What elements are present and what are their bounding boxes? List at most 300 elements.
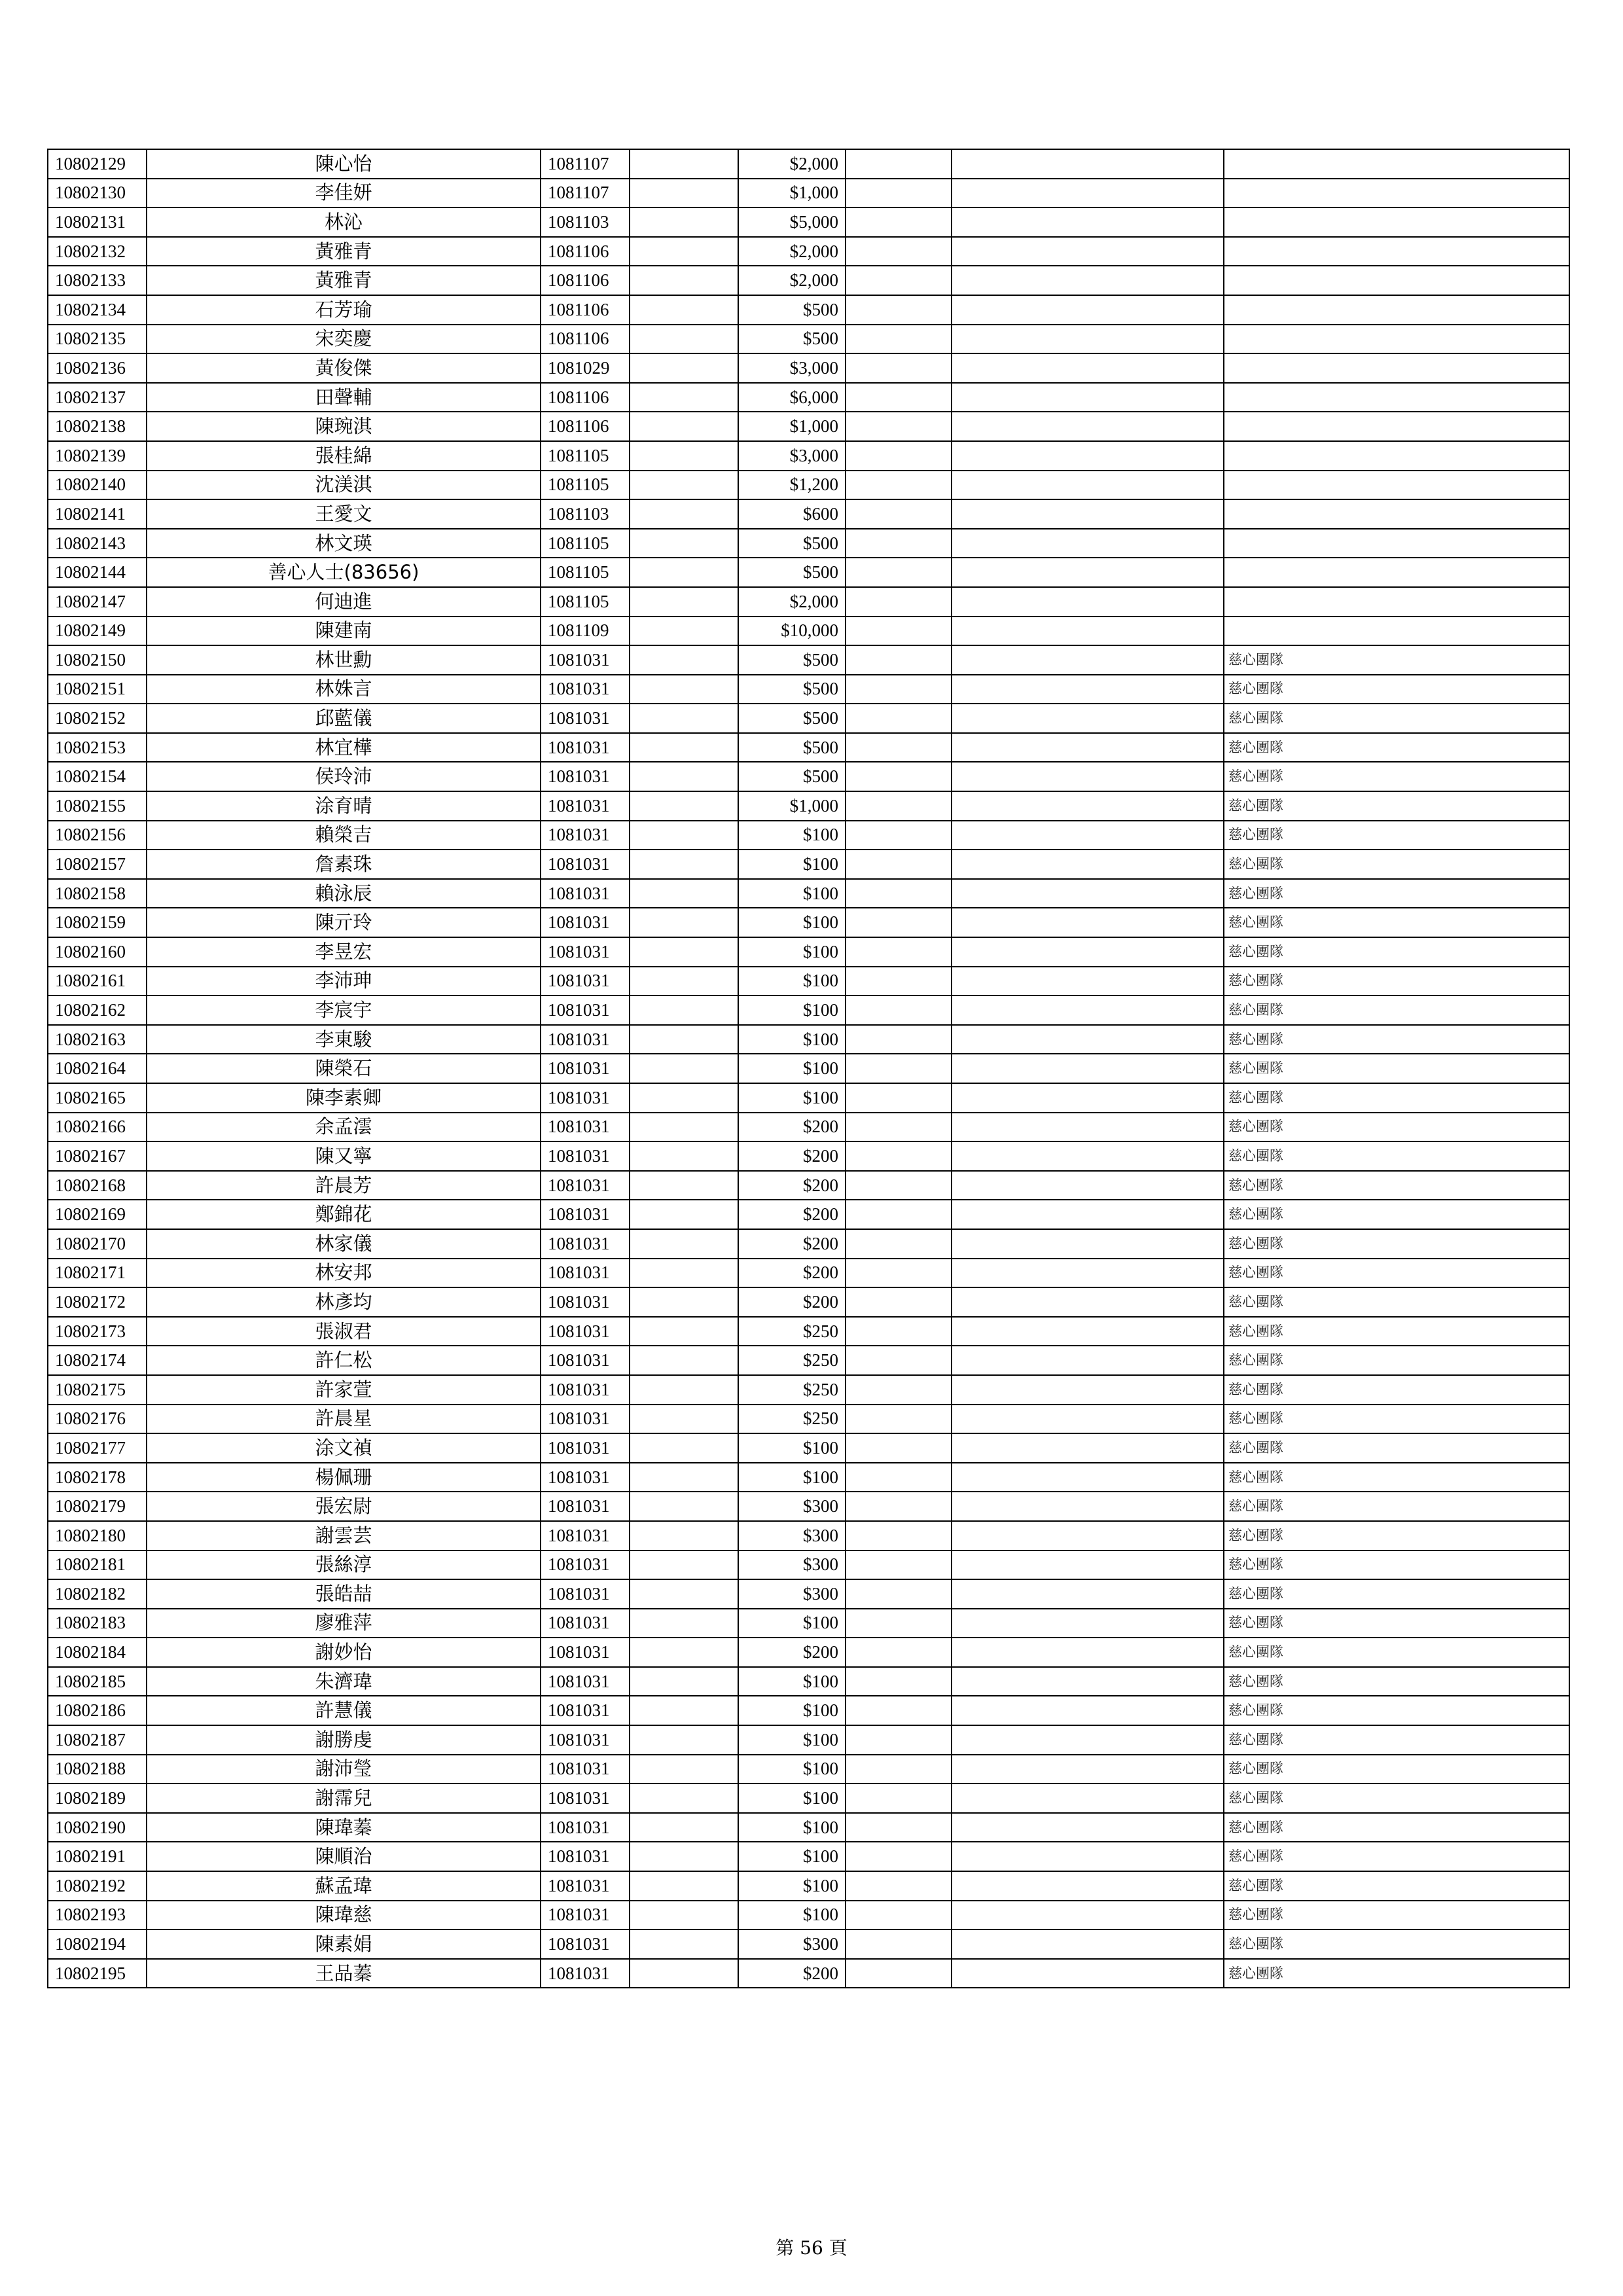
date-cell: 1081031 bbox=[541, 850, 630, 879]
donor-name-cell: 陳心怡 bbox=[147, 149, 541, 179]
note-cell: 慈心團隊 bbox=[1224, 821, 1569, 850]
receipt-id-cell: 10802137 bbox=[48, 383, 147, 412]
empty-cell bbox=[846, 1025, 952, 1054]
donor-name-cell: 賴榮吉 bbox=[147, 821, 541, 850]
receipt-id-cell: 10802147 bbox=[48, 587, 147, 617]
amount-cell: $250 bbox=[738, 1405, 846, 1434]
note-cell: 慈心團隊 bbox=[1224, 850, 1569, 879]
receipt-id-cell: 10802175 bbox=[48, 1375, 147, 1405]
table-row bbox=[48, 587, 1569, 617]
date-cell: 1081031 bbox=[541, 1492, 630, 1521]
date-cell: 1081031 bbox=[541, 967, 630, 996]
empty-cell bbox=[952, 1200, 1224, 1229]
empty-cell bbox=[952, 1871, 1224, 1901]
empty-cell bbox=[952, 733, 1224, 762]
receipt-id-cell: 10802195 bbox=[48, 1959, 147, 1988]
date-cell: 1081031 bbox=[541, 1521, 630, 1551]
empty-cell bbox=[846, 617, 952, 646]
empty-cell bbox=[630, 529, 738, 558]
receipt-id-cell: 10802183 bbox=[48, 1609, 147, 1638]
empty-cell bbox=[846, 996, 952, 1025]
note-cell: 慈心團隊 bbox=[1224, 1405, 1569, 1434]
empty-cell bbox=[846, 179, 952, 208]
table-row bbox=[48, 967, 1569, 996]
table-row bbox=[48, 441, 1569, 471]
note-cell: 慈心團隊 bbox=[1224, 1433, 1569, 1463]
donor-name-cell: 田聲輔 bbox=[147, 383, 541, 412]
empty-cell bbox=[952, 850, 1224, 879]
receipt-id-cell: 10802176 bbox=[48, 1405, 147, 1434]
amount-cell: $200 bbox=[738, 1959, 846, 1988]
donor-name-cell: 黃俊傑 bbox=[147, 353, 541, 383]
table-row bbox=[48, 1171, 1569, 1200]
amount-cell: $100 bbox=[738, 1054, 846, 1083]
table-row bbox=[48, 1433, 1569, 1463]
amount-cell: $500 bbox=[738, 558, 846, 587]
donor-name-cell: 陳素娟 bbox=[147, 1929, 541, 1959]
date-cell: 1081031 bbox=[541, 645, 630, 675]
receipt-id-cell: 10802161 bbox=[48, 967, 147, 996]
empty-cell bbox=[630, 1667, 738, 1696]
receipt-id-cell: 10802182 bbox=[48, 1579, 147, 1609]
date-cell: 1081106 bbox=[541, 412, 630, 441]
receipt-id-cell: 10802180 bbox=[48, 1521, 147, 1551]
empty-cell bbox=[630, 1901, 738, 1930]
receipt-id-cell: 10802190 bbox=[48, 1813, 147, 1842]
receipt-id-cell: 10802157 bbox=[48, 850, 147, 879]
table-row bbox=[48, 791, 1569, 821]
receipt-id-cell: 10802133 bbox=[48, 266, 147, 295]
donor-name-cell: 涂育晴 bbox=[147, 791, 541, 821]
table-row bbox=[48, 762, 1569, 791]
empty-cell bbox=[952, 762, 1224, 791]
date-cell: 1081031 bbox=[541, 762, 630, 791]
amount-cell: $100 bbox=[738, 850, 846, 879]
table-row bbox=[48, 207, 1569, 237]
donation-table bbox=[47, 149, 1570, 1988]
empty-cell bbox=[846, 1609, 952, 1638]
note-cell: 慈心團隊 bbox=[1224, 937, 1569, 967]
note-cell: 慈心團隊 bbox=[1224, 791, 1569, 821]
empty-cell bbox=[630, 675, 738, 704]
receipt-id-cell: 10802132 bbox=[48, 237, 147, 266]
empty-cell bbox=[952, 1813, 1224, 1842]
amount-cell: $2,000 bbox=[738, 237, 846, 266]
empty-cell bbox=[952, 1609, 1224, 1638]
amount-cell: $100 bbox=[738, 937, 846, 967]
receipt-id-cell: 10802163 bbox=[48, 1025, 147, 1054]
empty-cell bbox=[952, 1171, 1224, 1200]
date-cell: 1081031 bbox=[541, 1755, 630, 1784]
table-row bbox=[48, 1929, 1569, 1959]
amount-cell: $300 bbox=[738, 1929, 846, 1959]
note-cell: 慈心團隊 bbox=[1224, 996, 1569, 1025]
donor-name-cell: 賴泳辰 bbox=[147, 879, 541, 908]
table-row bbox=[48, 1579, 1569, 1609]
table-row bbox=[48, 1229, 1569, 1259]
date-cell: 1081031 bbox=[541, 733, 630, 762]
date-cell: 1081031 bbox=[541, 937, 630, 967]
empty-cell bbox=[630, 1141, 738, 1171]
note-cell: 慈心團隊 bbox=[1224, 762, 1569, 791]
empty-cell bbox=[846, 1287, 952, 1317]
date-cell: 1081031 bbox=[541, 1696, 630, 1725]
empty-cell bbox=[630, 1784, 738, 1813]
empty-cell bbox=[630, 441, 738, 471]
amount-cell: $1,000 bbox=[738, 791, 846, 821]
receipt-id-cell: 10802177 bbox=[48, 1433, 147, 1463]
empty-cell bbox=[952, 353, 1224, 383]
amount-cell: $100 bbox=[738, 1755, 846, 1784]
amount-cell: $500 bbox=[738, 762, 846, 791]
note-cell: 慈心團隊 bbox=[1224, 967, 1569, 996]
receipt-id-cell: 10802162 bbox=[48, 996, 147, 1025]
empty-cell bbox=[630, 1083, 738, 1113]
table-row bbox=[48, 1259, 1569, 1288]
date-cell: 1081031 bbox=[541, 1317, 630, 1346]
empty-cell bbox=[952, 821, 1224, 850]
date-cell: 1081106 bbox=[541, 266, 630, 295]
donor-name-cell: 張皓喆 bbox=[147, 1579, 541, 1609]
empty-cell bbox=[952, 1725, 1224, 1755]
note-cell: 慈心團隊 bbox=[1224, 1959, 1569, 1988]
empty-cell bbox=[952, 1287, 1224, 1317]
amount-cell: $100 bbox=[738, 1725, 846, 1755]
donor-name-cell: 王愛文 bbox=[147, 499, 541, 529]
empty-cell bbox=[846, 149, 952, 179]
empty-cell bbox=[630, 850, 738, 879]
table-row bbox=[48, 1842, 1569, 1871]
empty-cell bbox=[630, 821, 738, 850]
empty-cell bbox=[630, 791, 738, 821]
table-row bbox=[48, 1551, 1569, 1580]
note-cell: 慈心團隊 bbox=[1224, 1171, 1569, 1200]
amount-cell: $100 bbox=[738, 996, 846, 1025]
note-cell bbox=[1224, 383, 1569, 412]
note-cell: 慈心團隊 bbox=[1224, 1521, 1569, 1551]
table-row bbox=[48, 1113, 1569, 1142]
receipt-id-cell: 10802150 bbox=[48, 645, 147, 675]
empty-cell bbox=[846, 1813, 952, 1842]
amount-cell: $200 bbox=[738, 1287, 846, 1317]
empty-cell bbox=[630, 383, 738, 412]
date-cell: 1081031 bbox=[541, 1579, 630, 1609]
note-cell: 慈心團隊 bbox=[1224, 1287, 1569, 1317]
receipt-id-cell: 10802140 bbox=[48, 471, 147, 500]
note-cell: 慈心團隊 bbox=[1224, 1346, 1569, 1375]
table-row bbox=[48, 529, 1569, 558]
donor-name-cell: 張淑君 bbox=[147, 1317, 541, 1346]
receipt-id-cell: 10802191 bbox=[48, 1842, 147, 1871]
receipt-id-cell: 10802170 bbox=[48, 1229, 147, 1259]
empty-cell bbox=[630, 1113, 738, 1142]
table-row bbox=[48, 821, 1569, 850]
empty-cell bbox=[846, 529, 952, 558]
donor-name-cell: 陳榮石 bbox=[147, 1054, 541, 1083]
table-row bbox=[48, 237, 1569, 266]
empty-cell bbox=[952, 529, 1224, 558]
amount-cell: $500 bbox=[738, 675, 846, 704]
empty-cell bbox=[630, 1755, 738, 1784]
amount-cell: $100 bbox=[738, 1667, 846, 1696]
empty-cell bbox=[630, 1696, 738, 1725]
empty-cell bbox=[846, 1171, 952, 1200]
empty-cell bbox=[952, 587, 1224, 617]
empty-cell bbox=[952, 237, 1224, 266]
empty-cell bbox=[846, 412, 952, 441]
empty-cell bbox=[846, 237, 952, 266]
note-cell: 慈心團隊 bbox=[1224, 1725, 1569, 1755]
receipt-id-cell: 10802152 bbox=[48, 704, 147, 733]
note-cell bbox=[1224, 353, 1569, 383]
receipt-id-cell: 10802179 bbox=[48, 1492, 147, 1521]
donor-name-cell: 陳瑋蓁 bbox=[147, 1813, 541, 1842]
receipt-id-cell: 10802144 bbox=[48, 558, 147, 587]
receipt-id-cell: 10802193 bbox=[48, 1901, 147, 1930]
date-cell: 1081031 bbox=[541, 1200, 630, 1229]
empty-cell bbox=[630, 1492, 738, 1521]
date-cell: 1081031 bbox=[541, 1929, 630, 1959]
date-cell: 1081031 bbox=[541, 1171, 630, 1200]
note-cell bbox=[1224, 149, 1569, 179]
empty-cell bbox=[846, 967, 952, 996]
amount-cell: $250 bbox=[738, 1375, 846, 1405]
date-cell: 1081031 bbox=[541, 1813, 630, 1842]
amount-cell: $100 bbox=[738, 967, 846, 996]
date-cell: 1081105 bbox=[541, 441, 630, 471]
note-cell: 慈心團隊 bbox=[1224, 1229, 1569, 1259]
note-cell: 慈心團隊 bbox=[1224, 1083, 1569, 1113]
table-row bbox=[48, 1287, 1569, 1317]
amount-cell: $250 bbox=[738, 1346, 846, 1375]
note-cell: 慈心團隊 bbox=[1224, 675, 1569, 704]
note-cell bbox=[1224, 441, 1569, 471]
date-cell: 1081031 bbox=[541, 1259, 630, 1288]
note-cell: 慈心團隊 bbox=[1224, 704, 1569, 733]
note-cell: 慈心團隊 bbox=[1224, 1638, 1569, 1667]
empty-cell bbox=[846, 733, 952, 762]
empty-cell bbox=[846, 353, 952, 383]
empty-cell bbox=[630, 996, 738, 1025]
empty-cell bbox=[952, 1521, 1224, 1551]
date-cell: 1081031 bbox=[541, 1433, 630, 1463]
date-cell: 1081031 bbox=[541, 1551, 630, 1580]
empty-cell bbox=[952, 1551, 1224, 1580]
empty-cell bbox=[630, 558, 738, 587]
donor-name-cell: 李沛珅 bbox=[147, 967, 541, 996]
amount-cell: $5,000 bbox=[738, 207, 846, 237]
date-cell: 1081031 bbox=[541, 791, 630, 821]
amount-cell: $100 bbox=[738, 1463, 846, 1492]
amount-cell: $100 bbox=[738, 1901, 846, 1930]
amount-cell: $1,000 bbox=[738, 412, 846, 441]
note-cell bbox=[1224, 266, 1569, 295]
empty-cell bbox=[630, 1346, 738, 1375]
donor-name-cell: 謝妙怡 bbox=[147, 1638, 541, 1667]
amount-cell: $100 bbox=[738, 1871, 846, 1901]
amount-cell: $100 bbox=[738, 1083, 846, 1113]
empty-cell bbox=[952, 499, 1224, 529]
date-cell: 1081031 bbox=[541, 1871, 630, 1901]
note-cell: 慈心團隊 bbox=[1224, 1755, 1569, 1784]
amount-cell: $200 bbox=[738, 1171, 846, 1200]
table-row bbox=[48, 266, 1569, 295]
amount-cell: $100 bbox=[738, 879, 846, 908]
table-row bbox=[48, 471, 1569, 500]
date-cell: 1081106 bbox=[541, 295, 630, 325]
donor-name-cell: 詹素珠 bbox=[147, 850, 541, 879]
date-cell: 1081031 bbox=[541, 996, 630, 1025]
empty-cell bbox=[846, 850, 952, 879]
empty-cell bbox=[846, 1259, 952, 1288]
empty-cell bbox=[952, 1083, 1224, 1113]
empty-cell bbox=[846, 1929, 952, 1959]
amount-cell: $6,000 bbox=[738, 383, 846, 412]
empty-cell bbox=[846, 558, 952, 587]
empty-cell bbox=[952, 1433, 1224, 1463]
date-cell: 1081031 bbox=[541, 1054, 630, 1083]
empty-cell bbox=[630, 937, 738, 967]
table-row bbox=[48, 1463, 1569, 1492]
empty-cell bbox=[846, 1842, 952, 1871]
empty-cell bbox=[846, 908, 952, 937]
empty-cell bbox=[630, 295, 738, 325]
empty-cell bbox=[952, 1463, 1224, 1492]
note-cell: 慈心團隊 bbox=[1224, 1200, 1569, 1229]
note-cell bbox=[1224, 471, 1569, 500]
empty-cell bbox=[846, 1638, 952, 1667]
table-row bbox=[48, 558, 1569, 587]
empty-cell bbox=[630, 1405, 738, 1434]
empty-cell bbox=[630, 879, 738, 908]
table-row bbox=[48, 1317, 1569, 1346]
amount-cell: $10,000 bbox=[738, 617, 846, 646]
empty-cell bbox=[952, 1229, 1224, 1259]
empty-cell bbox=[846, 1521, 952, 1551]
table-row bbox=[48, 383, 1569, 412]
table-row bbox=[48, 908, 1569, 937]
date-cell: 1081031 bbox=[541, 1346, 630, 1375]
empty-cell bbox=[630, 207, 738, 237]
receipt-id-cell: 10802174 bbox=[48, 1346, 147, 1375]
date-cell: 1081031 bbox=[541, 1405, 630, 1434]
note-cell: 慈心團隊 bbox=[1224, 1901, 1569, 1930]
donor-name-cell: 陳瑋慈 bbox=[147, 1901, 541, 1930]
donor-name-cell: 林姝言 bbox=[147, 675, 541, 704]
empty-cell bbox=[846, 1871, 952, 1901]
empty-cell bbox=[630, 1200, 738, 1229]
amount-cell: $500 bbox=[738, 325, 846, 354]
amount-cell: $2,000 bbox=[738, 266, 846, 295]
empty-cell bbox=[952, 1054, 1224, 1083]
empty-cell bbox=[846, 1083, 952, 1113]
empty-cell bbox=[630, 1725, 738, 1755]
note-cell: 慈心團隊 bbox=[1224, 1317, 1569, 1346]
amount-cell: $200 bbox=[738, 1259, 846, 1288]
receipt-id-cell: 10802192 bbox=[48, 1871, 147, 1901]
empty-cell bbox=[846, 1901, 952, 1930]
receipt-id-cell: 10802194 bbox=[48, 1929, 147, 1959]
donor-name-cell: 沈渼淇 bbox=[147, 471, 541, 500]
receipt-id-cell: 10802187 bbox=[48, 1725, 147, 1755]
receipt-id-cell: 10802172 bbox=[48, 1287, 147, 1317]
empty-cell bbox=[952, 1784, 1224, 1813]
empty-cell bbox=[630, 149, 738, 179]
table-row bbox=[48, 179, 1569, 208]
note-cell: 慈心團隊 bbox=[1224, 1813, 1569, 1842]
date-cell: 1081103 bbox=[541, 207, 630, 237]
empty-cell bbox=[630, 1287, 738, 1317]
amount-cell: $600 bbox=[738, 499, 846, 529]
empty-cell bbox=[630, 471, 738, 500]
date-cell: 1081109 bbox=[541, 617, 630, 646]
table-row bbox=[48, 1871, 1569, 1901]
note-cell bbox=[1224, 617, 1569, 646]
empty-cell bbox=[630, 179, 738, 208]
empty-cell bbox=[952, 383, 1224, 412]
table-row bbox=[48, 499, 1569, 529]
empty-cell bbox=[846, 791, 952, 821]
empty-cell bbox=[846, 383, 952, 412]
donor-name-cell: 林彥均 bbox=[147, 1287, 541, 1317]
table-row bbox=[48, 1696, 1569, 1725]
empty-cell bbox=[952, 325, 1224, 354]
receipt-id-cell: 10802168 bbox=[48, 1171, 147, 1200]
empty-cell bbox=[952, 441, 1224, 471]
table-row bbox=[48, 1492, 1569, 1521]
empty-cell bbox=[846, 1463, 952, 1492]
donor-name-cell: 陳又寧 bbox=[147, 1141, 541, 1171]
empty-cell bbox=[630, 1317, 738, 1346]
note-cell: 慈心團隊 bbox=[1224, 1025, 1569, 1054]
receipt-id-cell: 10802160 bbox=[48, 937, 147, 967]
amount-cell: $100 bbox=[738, 1784, 846, 1813]
donor-name-cell: 侯玲沛 bbox=[147, 762, 541, 791]
empty-cell bbox=[952, 1638, 1224, 1667]
empty-cell bbox=[952, 1667, 1224, 1696]
note-cell bbox=[1224, 237, 1569, 266]
table-row bbox=[48, 1405, 1569, 1434]
donor-name-cell: 謝雲芸 bbox=[147, 1521, 541, 1551]
table-row bbox=[48, 704, 1569, 733]
empty-cell bbox=[846, 645, 952, 675]
amount-cell: $500 bbox=[738, 529, 846, 558]
receipt-id-cell: 10802153 bbox=[48, 733, 147, 762]
table-row bbox=[48, 1141, 1569, 1171]
empty-cell bbox=[952, 558, 1224, 587]
empty-cell bbox=[630, 1171, 738, 1200]
empty-cell bbox=[846, 1113, 952, 1142]
empty-cell bbox=[630, 704, 738, 733]
note-cell: 慈心團隊 bbox=[1224, 1492, 1569, 1521]
empty-cell bbox=[630, 1229, 738, 1259]
date-cell: 1081031 bbox=[541, 1667, 630, 1696]
donor-name-cell: 黃雅青 bbox=[147, 237, 541, 266]
donor-name-cell: 朱濟瑋 bbox=[147, 1667, 541, 1696]
table-row bbox=[48, 675, 1569, 704]
empty-cell bbox=[846, 1200, 952, 1229]
donor-name-cell: 張宏尉 bbox=[147, 1492, 541, 1521]
note-cell bbox=[1224, 412, 1569, 441]
table-row bbox=[48, 850, 1569, 879]
receipt-id-cell: 10802134 bbox=[48, 295, 147, 325]
table-row bbox=[48, 645, 1569, 675]
receipt-id-cell: 10802159 bbox=[48, 908, 147, 937]
donor-name-cell: 謝霈兒 bbox=[147, 1784, 541, 1813]
note-cell: 慈心團隊 bbox=[1224, 1551, 1569, 1580]
table-row bbox=[48, 937, 1569, 967]
date-cell: 1081031 bbox=[541, 821, 630, 850]
